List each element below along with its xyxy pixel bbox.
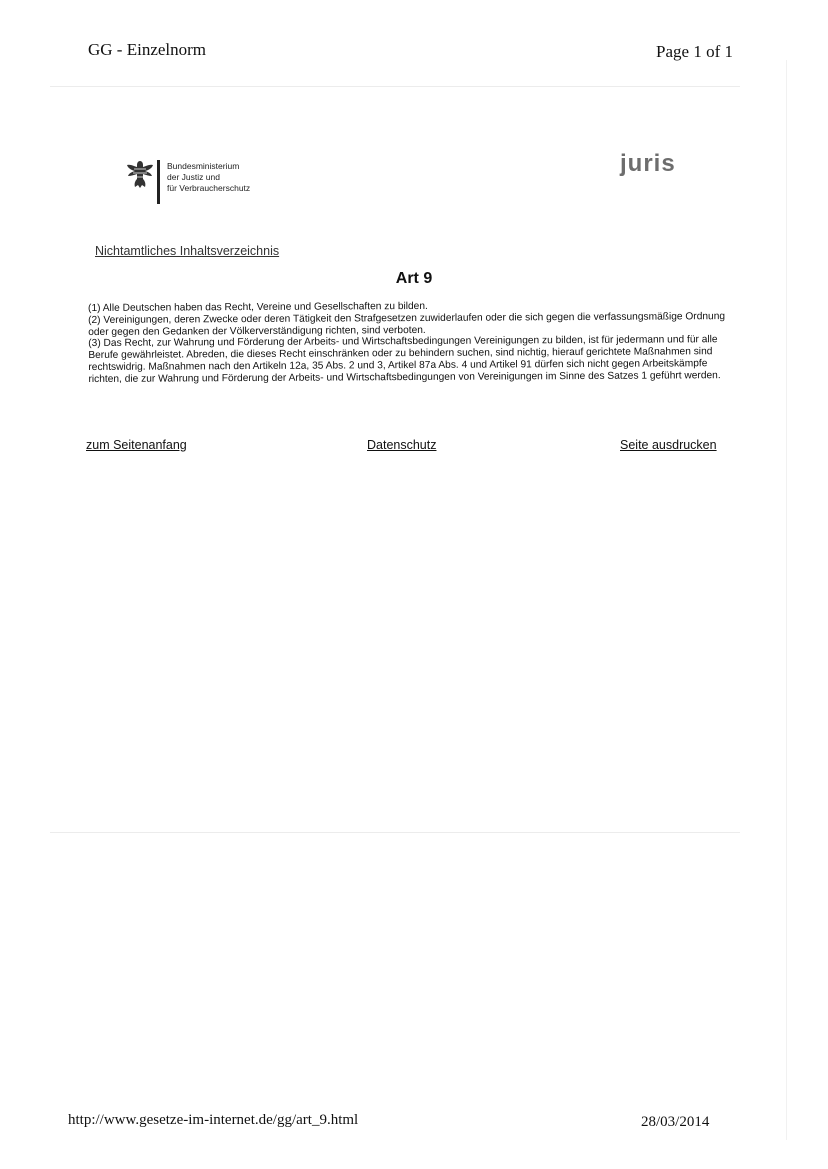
top-divider: [50, 86, 740, 87]
privacy-link[interactable]: Datenschutz: [367, 438, 437, 452]
article-paragraph-3: (3) Das Recht, zur Wahrung und Förderung der Arbeits- und Wirtschaftsbedingungen Vereinigungen zu bilden, ist für jedermann und für alle Berufe gewährleistet. Abreden, die dieses Recht einschränken oder zu behindern suchen, sind nichtig, hierauf gerichtete Maßnahmen sind rechtswidrig. Maßnahmen nach den Artikeln 12a, 35 Abs. 2 und 3, Artikel 87a Abs. 4 und Artikel 91 dürfen sich nicht gegen Arbeitskämpfe richten, die zur Wahrung und Förderung der Arbeits- und Wirtschaftsbedingungen von Vereinigungen im Sinne des Satzes 1 geführt werden.: [88, 334, 721, 385]
table-of-contents-link[interactable]: Nichtamtliches Inhaltsverzeichnis: [95, 244, 280, 258]
scan-edge-line: [786, 60, 787, 1140]
print-footer-date: 28/03/2014: [641, 1114, 710, 1130]
back-to-top-link[interactable]: zum Seitenanfang: [86, 438, 187, 452]
juris-logo: juris: [620, 150, 676, 177]
article-paragraph-1: (1) Alle Deutschen haben das Recht, Vereine und Gesellschaften zu bilden.: [88, 300, 428, 314]
ministry-name-line: Bundesministerium: [167, 161, 240, 171]
article-paragraph-2: (2) Vereinigungen, deren Zwecke oder deren Tätigkeit den Strafgesetzen zuwiderlaufen oder die sich gegen die verfassungsmäßige Ordnung oder gegen den Gedanken der Völkerverständigung richten, sind verboten.: [88, 310, 726, 338]
print-header-page-number: Page 1 of 1: [656, 42, 733, 61]
print-footer-url: http://www.gesetze-im-internet.de/gg/art_9.html: [68, 1112, 359, 1128]
logo-divider-bar: [157, 160, 160, 204]
ministry-name-line: für Verbraucherschutz: [167, 183, 251, 193]
ministry-name-line: der Justiz und: [167, 172, 220, 182]
ministry-logo: [125, 156, 305, 206]
article-title: Art 9: [395, 270, 433, 287]
print-header-title: GG - Einzelnorm: [88, 40, 207, 59]
ministry-name: [167, 161, 250, 194]
federal-eagle-icon: [125, 158, 155, 190]
article-body: [88, 299, 728, 385]
print-page-link[interactable]: Seite ausdrucken: [620, 438, 717, 452]
bottom-divider: [50, 832, 740, 833]
